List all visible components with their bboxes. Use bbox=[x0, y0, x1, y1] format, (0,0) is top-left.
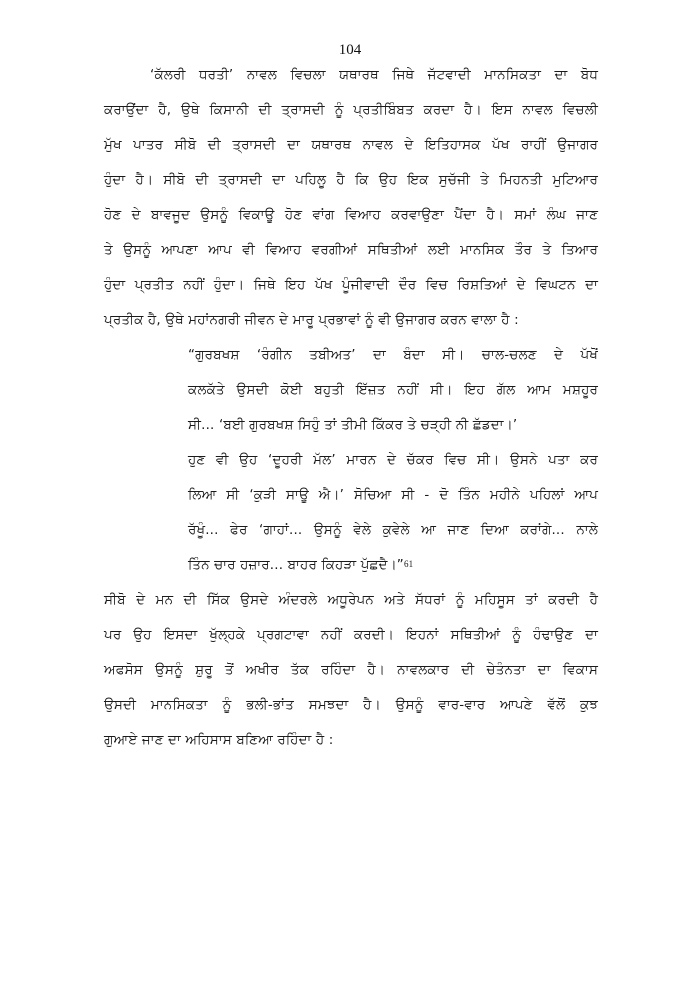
quote-line: ਕਲਕੱਤੇ ਉਸਦੀ ਕੋਈ ਬਹੁਤੀ ਇੱਜ਼ਤ ਨਹੀਂ ਸੀ। ਇਹ ਗੱਲ ਆਮ ਮਸ਼ਹੂਰ bbox=[188, 383, 598, 398]
text-line: ਅਫਸੋਸ ਉਸਨੂੰ ਸ਼ੁਰੂ ਤੋਂ ਅਖੀਰ ਤੱਕ ਰਹਿੰਦਾ ਹੈ। ਨਾਵਲਕਾਰ ਦੀ ਚੇਤੰਨਤਾ ਦਾ ਵਿਕਾਸ bbox=[104, 663, 598, 678]
text-line: ‘ਕੱਲਰੀ ਧਰਤੀ’ ਨਾਵਲ ਵਿਚਲਾ ਯਥਾਰਥ ਜਿਥੇ ਜੱਟਵਾਦੀ ਮਾਨਸਿਕਤਾ ਦਾ ਬੋਧ bbox=[150, 68, 598, 83]
footnote-reference[interactable]: 61 bbox=[403, 559, 414, 569]
page-number: 104 bbox=[338, 42, 362, 58]
text-line: ਹੁੰਦਾ ਪ੍ਰਤੀਤ ਨਹੀਂ ਹੁੰਦਾ। ਜਿਥੇ ਇਹ ਪੱਖ ਪੂੰਜੀਵਾਦੀ ਦੌਰ ਵਿਚ ਰਿਸ਼ਤਿਆਂ ਦੇ ਵਿਘਟਨ ਦਾ bbox=[104, 278, 598, 293]
text-line: ਕਰਾਉਂਦਾ ਹੈ, ਉਥੇ ਕਿਸਾਨੀ ਦੀ ਤ੍ਰਾਸਦੀ ਨੂੰ ਪ੍ਰਤੀਬਿੰਬਤ ਕਰਦਾ ਹੈ। ਇਸ ਨਾਵਲ ਵਿਚਲੀ bbox=[104, 103, 598, 118]
quote-line: “ਗੁਰਬਖਸ਼ ‘ਰੰਗੀਨ ਤਬੀਅਤ’ ਦਾ ਬੰਦਾ ਸੀ। ਚਾਲ-ਚਲਣ ਦੇ ਪੱਖੋਂ bbox=[188, 348, 598, 363]
quote-line: ਸੀ... ‘ਬਈ ਗੁਰਬਖਸ਼ ਸਿਹੁੰ ਤਾਂ ਤੀਮੀ ਕਿੱਕਰ ਤੇ ਚੜ੍ਹੀ ਨੀ ਛੱਡਦਾ।’ bbox=[188, 418, 518, 433]
text-line: ਹੁੰਦਾ ਹੈ। ਸੀਬੋ ਦੀ ਤ੍ਰਾਸਦੀ ਦਾ ਪਹਿਲੂ ਹੈ ਕਿ ਉਹ ਇਕ ਸੁਚੱਜੀ ਤੇ ਮਿਹਨਤੀ ਮੁਟਿਆਰ bbox=[104, 173, 598, 188]
quote-text: ਤਿੰਨ ਚਾਰ ਹਜ਼ਾਰ... ਬਾਹਰ ਕਿਹੜਾ ਪੁੱਛਦੈ।” bbox=[188, 558, 404, 573]
quote-line: ਲਿਆ ਸੀ ‘ਕੁੜੀ ਸਾਊ ਐ।’ ਸੋਚਿਆ ਸੀ - ਦੋ ਤਿੰਨ ਮਹੀਨੇ ਪਹਿਲਾਂ ਆਪ bbox=[188, 488, 598, 503]
text-line: ਉਸਦੀ ਮਾਨਸਿਕਤਾ ਨੂੰ ਭਲੀ-ਭਾਂਤ ਸਮਝਦਾ ਹੈ। ਉਸਨੂੰ ਵਾਰ-ਵਾਰ ਆਪਣੇ ਵੱਲੋਂ ਕੁਝ bbox=[104, 698, 598, 713]
text-line: ਪ੍ਰਤੀਕ ਹੈ, ਉਥੇ ਮਹਾਂਨਗਰੀ ਜੀਵਨ ਦੇ ਮਾਰੂ ਪ੍ਰਭਾਵਾਂ ਨੂੰ ਵੀ ਉਜਾਗਰ ਕਰਨ ਵਾਲਾ ਹੈ : bbox=[104, 313, 519, 328]
quote-line-last bbox=[188, 556, 598, 576]
text-line: ਮੁੱਖ ਪਾਤਰ ਸੀਬੋ ਦੀ ਤ੍ਰਾਸਦੀ ਦਾ ਯਥਾਰਥ ਨਾਵਲ ਦੇ ਇਤਿਹਾਸਕ ਪੱਖ ਰਾਹੀਂ ਉਜਾਗਰ bbox=[104, 138, 598, 153]
text-line: ਪਰ ਉਹ ਇਸਦਾ ਖੁੱਲ੍ਹਕੇ ਪ੍ਰਗਟਾਵਾ ਨਹੀਂ ਕਰਦੀ। ਇਹਨਾਂ ਸਥਿਤੀਆਂ ਨੂੰ ਹੰਢਾਉਣ ਦਾ bbox=[104, 628, 598, 643]
quote-line: ਰੱਖੂੰ... ਫੇਰ ‘ਗਾਹਾਂ... ਉਸਨੂੰ ਵੇਲੇ ਕੁਵੇਲੇ ਆ ਜਾਣ ਦਿਆ ਕਰਾਂਗੇ... ਨਾਲੇ bbox=[188, 523, 598, 538]
text-line: ਤੇ ਉਸਨੂੰ ਆਪਣਾ ਆਪ ਵੀ ਵਿਆਹ ਵਰਗੀਆਂ ਸਥਿਤੀਆਂ ਲਈ ਮਾਨਸਿਕ ਤੌਰ ਤੇ ਤਿਆਰ bbox=[104, 243, 598, 258]
text-line: ਹੋਣ ਦੇ ਬਾਵਜੂਦ ਉਸਨੂੰ ਵਿਕਾਊ ਹੋਣ ਵਾਂਗ ਵਿਆਹ ਕਰਵਾਉਣਾ ਪੈਂਦਾ ਹੈ। ਸਮਾਂ ਲੰਘ ਜਾਣ bbox=[104, 208, 598, 223]
text-line: ਸੀਬੋ ਦੇ ਮਨ ਦੀ ਸਿੱਕ ਉਸਦੇ ਅੰਦਰਲੇ ਅਧੂਰੇਪਨ ਅਤੇ ਸੱਧਰਾਂ ਨੂੰ ਮਹਿਸੂਸ ਤਾਂ ਕਰਦੀ ਹੈ bbox=[104, 593, 598, 608]
text-line: ਗੁਆਏ ਜਾਣ ਦਾ ਅਹਿਸਾਸ ਬਣਿਆ ਰਹਿੰਦਾ ਹੈ : bbox=[104, 733, 334, 748]
quote-line: ਹੁਣ ਵੀ ਉਹ ‘ਦੂਹਰੀ ਮੱਲ’ ਮਾਰਨ ਦੇ ਚੱਕਰ ਵਿਚ ਸੀ। ਉਸਨੇ ਪਤਾ ਕਰ bbox=[188, 453, 598, 468]
